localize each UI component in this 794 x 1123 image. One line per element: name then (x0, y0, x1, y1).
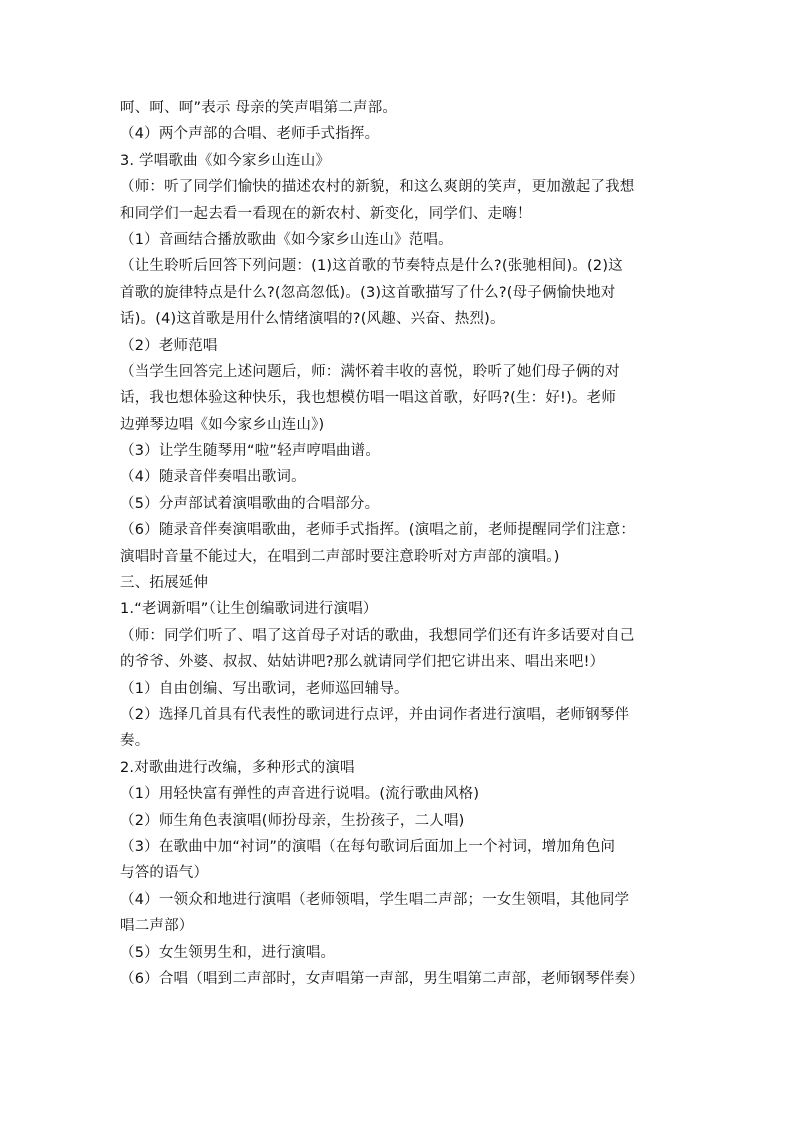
text-line-6: （1）音画结合播放歌曲《如今家乡山连山》范唱。 (120, 231, 453, 248)
section-heading-3: 3. 学唱歌曲《如今家乡山连山》 (120, 152, 331, 169)
text-line-26: 2.对歌曲进行改编，多种形式的演唱 (120, 759, 355, 776)
text-line-1: 呵、呵、呵”表示 母亲的笑声唱第二声部。 (120, 100, 398, 116)
text-line-4: （师：听了同学们愉快的描述农村的新貌，和这么爽朗的笑声，更加激起了我想 (120, 179, 635, 196)
text-line-12: 话，我也想体验这种快乐，我也想模仿唱一唱这首歌，好吗?(生：好!)。老师 (120, 390, 617, 407)
text-line-22: 的爷爷、外婆、叔叔、姑姑讲吧?那么就请同学们把它讲出来、唱出来吧!） (120, 654, 605, 671)
text-line-32: 唱二声部） (120, 918, 194, 935)
text-line-8: 首歌的旋律特点是什么?(忽高忽低)。(3)这首歌描写了什么?(母子俩愉快地对 (120, 284, 616, 301)
text-line-9: 话)。(4)这首歌是用什么情绪演唱的?(风趣、兴奋、热烈)。 (120, 311, 505, 328)
text-line-5: 和同学们一起去看一看现在的新农村、新变化，同学们、走嗨！ (120, 205, 532, 222)
document-page (120, 95, 680, 992)
text-line-33: （5）女生领男生和，进行演唱。 (120, 944, 336, 961)
text-line-18: 演唱时音量不能过大，在唱到二声部时要注意聆听对方声部的演唱。) (120, 548, 560, 565)
text-line-28: （2）师生角色表演唱(师扮母亲，生扮孩子，二人唱) (120, 812, 465, 829)
text-line-34: （6）合唱（唱到二声部时，女声唱第一声部，男生唱第二声部，老师钢琴伴奏） (120, 970, 644, 987)
section-heading-extension: 三、拓展延伸 (120, 575, 209, 592)
text-line-2: （4）两个声部的合唱、老师手式指挥。 (120, 126, 380, 143)
text-line-23: （1）自由创编、写出歌词，老师巡回辅导。 (120, 680, 409, 697)
text-line-17: （6）随录音伴奏演唱歌曲，老师手式指挥。(演唱之前，老师提醒同学们注意： (120, 522, 636, 539)
text-line-31: （4）一领众和地进行演唱（老师领唱，学生唱二声部；一女生领唱，其他同学 (120, 891, 630, 908)
text-line-7: （让生聆听后回答下列问题：(1)这首歌的节奏特点是什么?(张驰相间)。(2)这 (120, 258, 623, 275)
text-line-30: 与答的语气） (120, 865, 209, 882)
text-line-15: （4）随录音伴奏唱出歌词。 (120, 469, 306, 486)
text-line-20: 1.“老调新唱”（让生创编歌词进行演唱） (120, 601, 378, 618)
text-line-14: （3）让学生随琴用“啦”轻声哼唱曲谱。 (120, 443, 381, 460)
text-line-25: 奏。 (120, 733, 150, 750)
text-line-27: （1）用轻快富有弹性的声音进行说唱。(流行歌曲风格) (120, 786, 480, 803)
text-line-11: （当学生回答完上述问题后，师：满怀着丰收的喜悦，聆听了她们母子俩的对 (120, 363, 620, 380)
text-line-24: （2）选择几首具有代表性的歌词进行点评，并由词作者进行演唱，老师钢琴伴 (120, 706, 630, 723)
text-line-21: （师：同学们听了、唱了这首母子对话的歌曲，我想同学们还有许多话要对自己 (120, 627, 635, 644)
text-line-10: （2）老师范唱 (120, 337, 218, 354)
text-line-16: （5）分声部试着演唱歌曲的合唱部分。 (120, 495, 380, 512)
text-line-29: （3）在歌曲中加“衬词”的演唱（在每句歌词后面加上一个衬词，增加角色问 (120, 838, 616, 855)
text-line-13: 边弹琴边唱《如今家乡山连山》) (120, 416, 325, 433)
